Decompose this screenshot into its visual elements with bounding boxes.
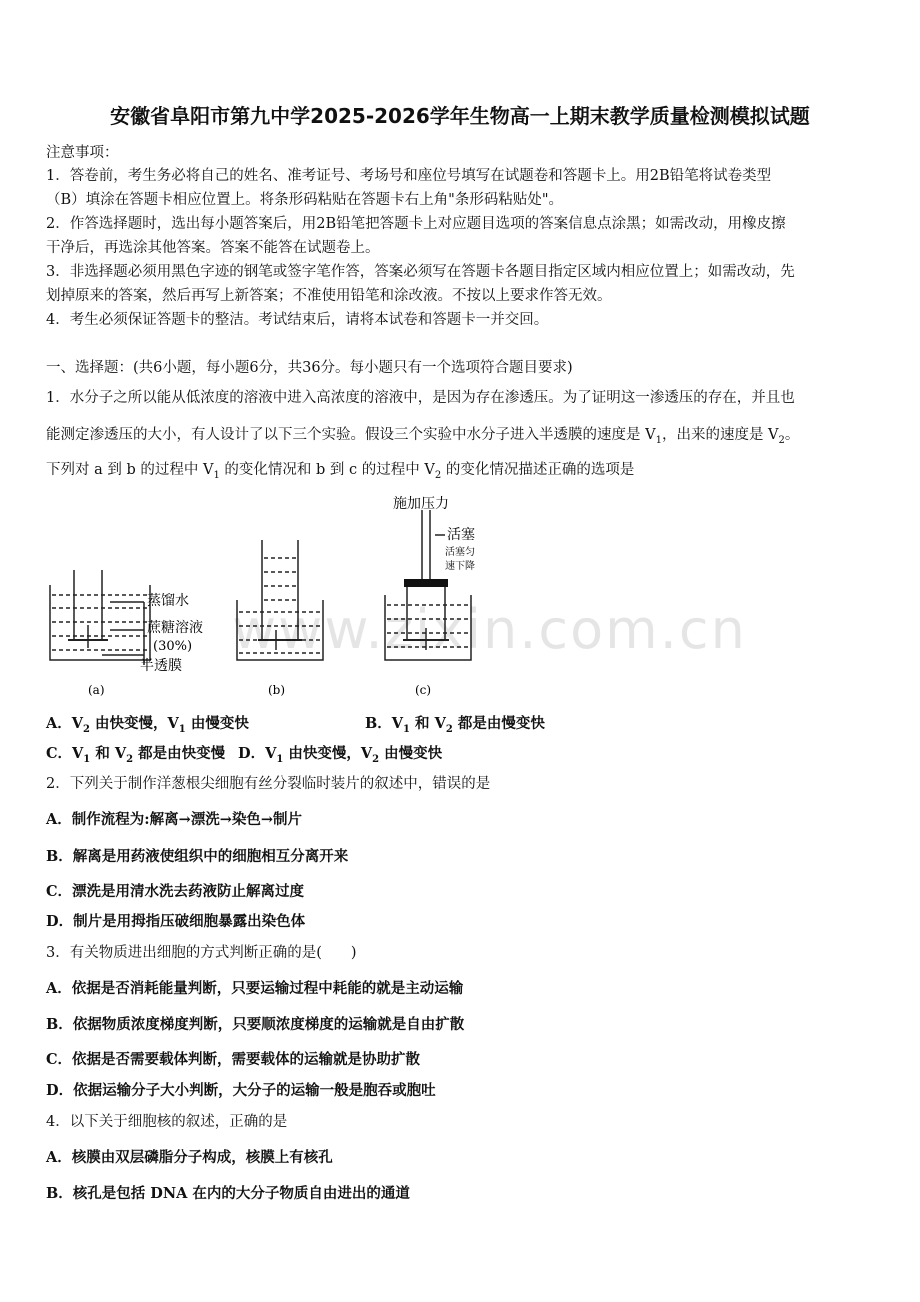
q4-option-b[interactable]: B．核孔是包括 DNA 在内的大分子物质自由进出的通道 [46, 1185, 410, 1202]
q1-stem-line1: 1．水分子之所以能从低浓度的溶液中进入高浓度的溶液中，是因为存在渗透压。为了证明这一渗透压的存在，并且也 [46, 390, 795, 406]
q2-option-d[interactable]: D．制片是用拇指压破细胞暴露出染色体 [46, 913, 306, 930]
caption-a: (a) [88, 683, 105, 697]
q1-option-a[interactable]: A．$V_2$ 由快变慢，$V_1$ 由慢变快 [46, 715, 249, 735]
caption-b: (b) [268, 683, 286, 697]
notice-heading: 注意事项： [46, 145, 119, 161]
label-piston-note1: 活塞匀 [445, 547, 475, 558]
notice-line: 4．考生必须保证答题卡的整洁。考试结束后，请将本试卷和答题卡一并交回。 [46, 312, 549, 328]
q1-stem-line3: 下列对 a 到 b 的过程中 $V_1$ 的变化情况和 b 到 c 的过程中 $V_2$ 的变化情况描述正确的选项是 [46, 462, 635, 481]
label-membrane: 半透膜 [140, 658, 182, 674]
q1-option-b[interactable]: B．$V_1$ 和 $V_2$ 都是由慢变快 [365, 715, 545, 735]
label-sucrose: 蔗糖溶液 [147, 620, 203, 636]
page-title: 安徽省阜阳市第九中学2025-2026学年生物高一上期末教学质量检测模拟试题 [110, 104, 810, 128]
label-piston: 活塞 [447, 527, 475, 543]
beaker-a [50, 570, 150, 665]
q4-option-a[interactable]: A．核膜由双层磷脂分子构成，核膜上有核孔 [46, 1149, 333, 1166]
q2-option-c[interactable]: C．漂洗是用清水洗去药液防止解离过度 [46, 883, 305, 900]
q2-option-a[interactable]: A．制作流程为:解离→漂洗→染色→制片 [46, 811, 303, 828]
notice-line: 3．非选择题必须用黑色字迹的钢笔或签字笔作答，答案必须写在答题卡各题目指定区域内相应位置上；如需改动，先 [46, 264, 795, 280]
q1-option-c[interactable]: C．$V_1$ 和 $V_2$ 都是由快变慢 [46, 745, 226, 765]
notice-line: （B）填涂在答题卡相应位置上。将条形码粘贴在答题卡右上角"条形码粘贴处"。 [46, 192, 563, 208]
notice-line: 干净后，再选涂其他答案。答案不能答在试题卷上。 [46, 240, 380, 256]
watermark: www.zixin.com.cn [232, 598, 747, 661]
notice-line: 1．答卷前，考生务必将自己的姓名、准考证号、考场号和座位号填写在试题卷和答题卡上。用2B铅笔将试卷类型 [46, 168, 772, 184]
q2-stem: 2．下列关于制作洋葱根尖细胞有丝分裂临时装片的叙述中，错误的是 [46, 776, 491, 792]
label-piston-note2: 速下降 [445, 561, 475, 572]
q4-stem: 4．以下关于细胞核的叙述，正确的是 [46, 1114, 288, 1130]
label-water: 蒸馏水 [147, 593, 189, 609]
label-pressure: 施加压力 [393, 496, 449, 512]
q1-option-d[interactable]: D．$V_1$ 由快变慢，$V_2$ 由慢变快 [238, 745, 443, 765]
notice-line: 划掉原来的答案，然后再写上新答案；不准使用铅笔和涂改液。不按以上要求作答无效。 [46, 288, 612, 304]
q1-stem-line2: 能测定渗透压的大小，有人设计了以下三个实验。假设三个实验中水分子进入半透膜的速度是 $V_1$，出来的速度是 $V_2$。 [46, 427, 800, 446]
caption-c: (c) [415, 683, 432, 697]
q3-option-a[interactable]: A．依据是否消耗能量判断，只要运输过程中耗能的就是主动运输 [46, 980, 464, 997]
q3-option-d[interactable]: D．依据运输分子大小判断，大分子的运输一般是胞吞或胞吐 [46, 1082, 436, 1099]
q3-stem: 3．有关物质进出细胞的方式判断正确的是( ) [46, 945, 357, 961]
q3-option-b[interactable]: B．依据物质浓度梯度判断，只要顺浓度梯度的运输就是自由扩散 [46, 1016, 465, 1033]
section-heading: 一、选择题：(共6小题，每小题6分，共36分。每小题只有一个选项符合题目要求) [46, 360, 573, 376]
piston [404, 579, 448, 587]
notice-line: 2．作答选择题时，选出每小题答案后，用2B铅笔把答题卡上对应题目选项的答案信息点涂黑；如需改动，用橡皮擦 [46, 216, 786, 232]
label-percent: (30%) [153, 639, 193, 654]
q3-option-c[interactable]: C．依据是否需要载体判断，需要载体的运输就是协助扩散 [46, 1051, 421, 1068]
q2-option-b[interactable]: B．解离是用药液使组织中的细胞相互分离开来 [46, 848, 349, 865]
